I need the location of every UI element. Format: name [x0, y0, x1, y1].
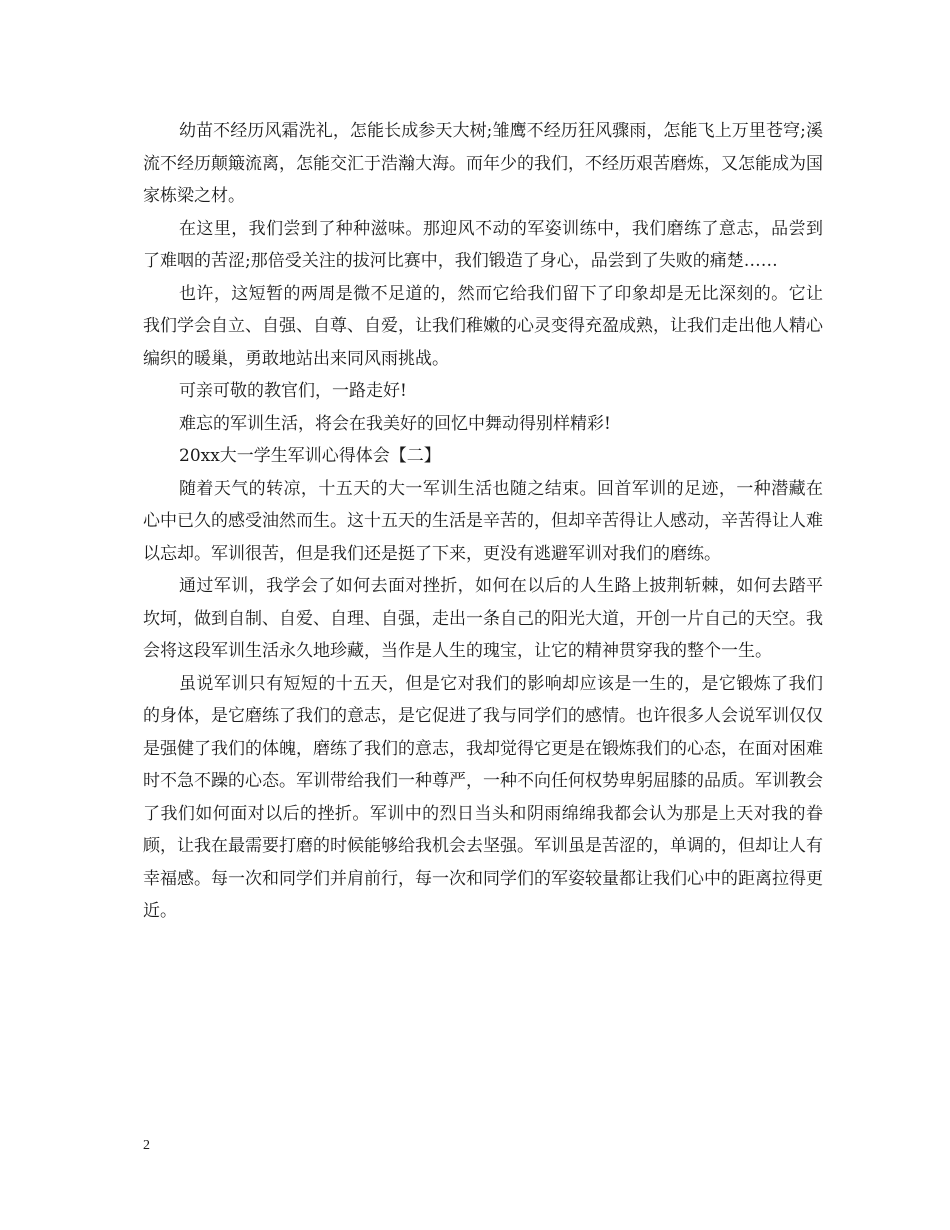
- document-body: [143, 115, 823, 928]
- paragraph: 虽说军训只有短短的十五天，但是它对我们的影响却应该是一生的，是它锻炼了我们的身体，是它磨练了我们的意志，是它促进了我与同学们的感情。也许很多人会说军训仅仅是强健了我们的体魄，磨练了我们的意志，我却觉得它更是在锻炼我们的心态，在面对困难时不急不躁的心态。军训带给我们一种尊严，一种不向任何权势卑躬屈膝的品质。军训教会了我们如何面对以后的挫折。军训中的烈日当头和阴雨绵绵我都会认为那是上天对我的眷顾，让我在最需要打磨的时候能够给我机会去坚强。军训虽是苦涩的，单调的，但却让人有幸福感。每一次和同学们并肩前行，每一次和同学们的军姿较量都让我们心中的距离拉得更近。: [143, 673, 823, 921]
- paragraph: 难忘的军训生活，将会在我美好的回忆中舞动得别样精彩!: [179, 413, 611, 434]
- page-number: 2: [143, 1138, 150, 1153]
- paragraph: 随着天气的转凉，十五天的大一军训生活也随之结束。回首军训的足迹，一种潜藏在心中已久的感受油然而生。这十五天的生活是辛苦的，但却辛苦得让人感动，辛苦得让人难以忘却。军训很苦，但是我们还是挺了下来，更没有逃避军训对我们的磨练。: [143, 478, 823, 564]
- paragraph: 幼苗不经历风霜洗礼，怎能长成参天大树;雏鹰不经历狂风骤雨，怎能飞上万里苍穹;溪流不经历颠簸流离，怎能交汇于浩瀚大海。而年少的我们，不经历艰苦磨炼，又怎能成为国家栋梁之材。: [143, 121, 823, 206]
- paragraph: 也许，这短暂的两周是微不足道的，然而它给我们留下了印象却是无比深刻的。它让我们学会自立、自强、自尊、自爱，让我们稚嫩的心灵变得充盈成熟，让我们走出他人精心编织的暖巢，勇敢地站出来同风雨挑战。: [143, 283, 823, 369]
- paragraph: 在这里，我们尝到了种种滋味。那迎风不动的军姿训练中，我们磨练了意志，品尝到了难咽的苦涩;那倍受关注的拔河比赛中，我们锻造了身心，品尝到了失败的痛楚……: [143, 218, 823, 271]
- paragraph: 通过军训，我学会了如何去面对挫折，如何在以后的人生路上披荆斩棘，如何去踏平坎坷，做到自制、自爱、自理、自强，走出一条自己的阳光大道，开创一片自己的天空。我会将这段军训生活永久地珍藏，当作是人生的瑰宝，让它的精神贯穿我的整个一生。: [143, 576, 823, 661]
- paragraph: 可亲可敬的教官们，一路走好!: [179, 381, 407, 401]
- section-heading: 20xx大一学生军训心得体会【二】: [179, 446, 441, 466]
